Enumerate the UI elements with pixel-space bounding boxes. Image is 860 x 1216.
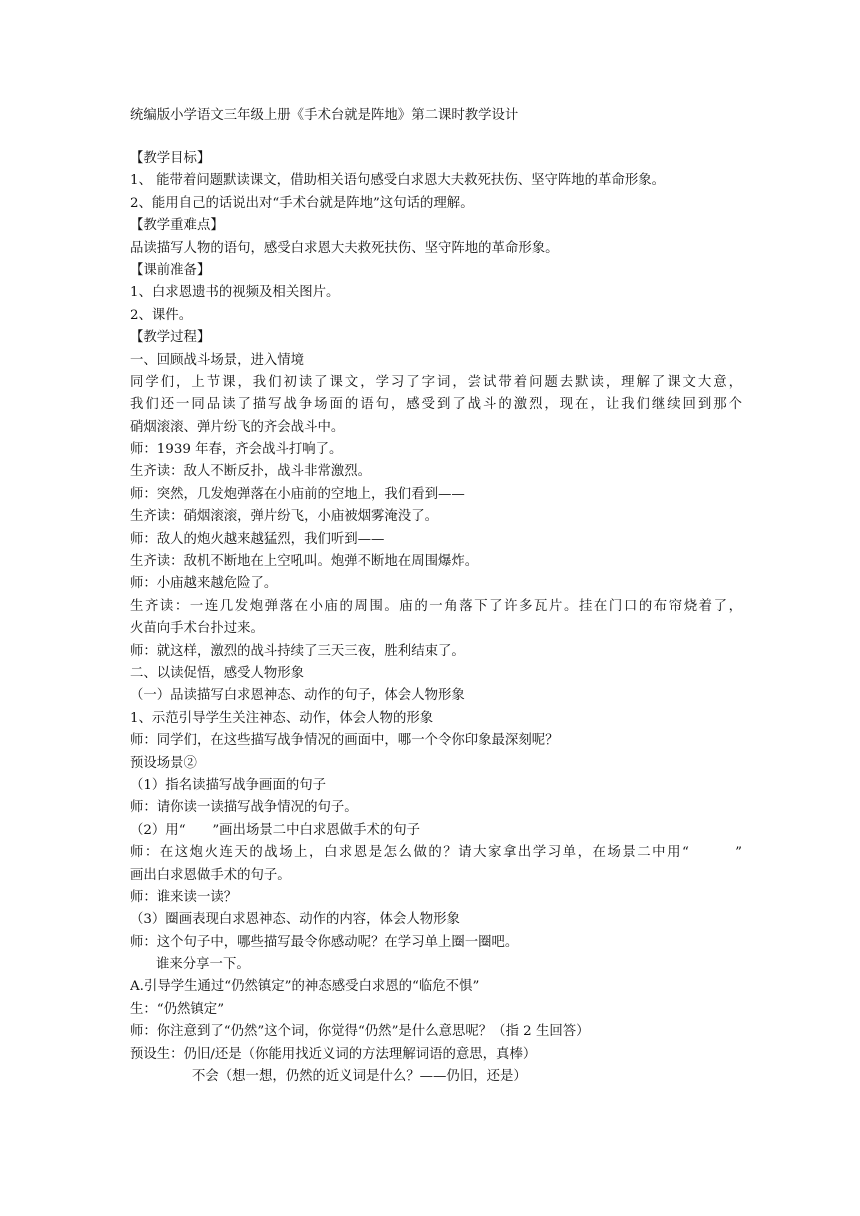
paragraph-line: （一）品读描写白求恩神态、动作的句子，体会人物形象: [130, 688, 465, 704]
paragraph-line: （2）用“ ”画出场景二中白求恩做手术的句子: [130, 822, 421, 838]
paragraph-line: A.引导学生通过“仍然镇定”的神态感受白求恩的“临危不惧”: [130, 979, 480, 995]
dialogue-line: 生：“仍然镇定”: [130, 1001, 225, 1017]
paragraph-line: 我们还一同品读了描写战争场面的语句，感受到了战斗的激烈，现在，让我们继续回到那个: [130, 397, 742, 413]
dialogue-line: 师：小庙越来越危险了。: [130, 576, 278, 592]
document-title: 统编版小学语文三年级上册《手术台就是阵地》第二课时教学设计: [130, 108, 519, 123]
dialogue-line: 师：就这样，激烈的战斗持续了三天三夜，胜利结束了。: [130, 643, 465, 659]
dialogue-line: 师：谁来读一读？: [130, 889, 238, 905]
paragraph-line: （1）指名读描写战争画面的句子: [130, 777, 326, 793]
dialogue-line: 生齐读：敌机不断地在上空吼叫。炮弹不断地在周围爆炸。: [130, 554, 479, 570]
dialogue-line: 火苗向手术台扑过来。: [130, 621, 264, 637]
paragraph-line: （3）圈画表现白求恩神态、动作的内容，体会人物形象: [130, 912, 460, 928]
subsection-heading: 二、以读促悟，感受人物形象: [130, 665, 305, 681]
paragraph-line: 预设场景②: [130, 755, 197, 771]
paragraph-line: 1、示范引导学生关注神态、动作，体会人物的形象: [130, 710, 434, 726]
dialogue-line: 师：同学们，在这些描写战争情况的画面中，哪一个令你印象最深刻呢？: [130, 733, 559, 749]
paragraph-line: 谁来分享一下。: [156, 957, 250, 973]
dialogue-line: 师：你注意到了“仍然”这个词，你觉得“仍然”是什么意思呢？（指 2 生回答）: [130, 1024, 590, 1040]
dialogue-line: 预设生：仍旧/还是（你能用找近义词的方法理解词语的意思，真棒）: [130, 1046, 537, 1062]
paragraph-line: 1、白求恩遗书的视频及相关图片。: [130, 285, 340, 301]
dialogue-line: 师：敌人的炮火越来越猛烈，我们听到——: [130, 531, 385, 547]
paragraph-line: 硝烟滚滚、弹片纷飞的齐会战斗中。: [130, 419, 345, 435]
dialogue-line: 师：这个句子中，哪些描写最令你感动呢？在学习单上圈一圈吧。: [130, 934, 519, 950]
dialogue-line: 师：突然，几发炮弹落在小庙前的空地上，我们看到——: [130, 486, 465, 502]
paragraph-line: 品读描写人物的语句，感受白求恩大夫救死扶伤、坚守阵地的革命形象。: [130, 240, 559, 256]
dialogue-line: 画出白求恩做手术的句子。: [130, 867, 291, 883]
dialogue-line: 师：1939 年春，齐会战斗打响了。: [130, 442, 343, 458]
document-body: [130, 148, 742, 1088]
paragraph-line: 2、课件。: [130, 307, 193, 323]
dialogue-line: 师：在这炮火连天的战场上，白求恩是怎么做的？请大家拿出学习单，在场景二中用“ ”: [130, 845, 742, 861]
subsection-heading: 一、回顾战斗场景，进入情境: [130, 352, 305, 368]
paragraph-line: 1、 能带着问题默读课文，借助相关语句感受白求恩大夫救死扶伤、坚守阵地的革命形象。: [130, 173, 666, 189]
dialogue-line: 生齐读：一连几发炮弹落在小庙的周围。庙的一角落下了许多瓦片。挂在门口的布帘烧着了，: [130, 598, 742, 614]
dialogue-line: 生齐读：敌人不断反扑，战斗非常激烈。: [130, 464, 372, 480]
section-heading: 【教学过程】: [130, 330, 211, 346]
dialogue-line: 师：请你读一读描写战争情况的句子。: [130, 800, 358, 816]
dialogue-line: 生齐读：硝烟滚滚，弹片纷飞，小庙被烟雾淹没了。: [130, 509, 438, 525]
section-heading: 【教学重难点】: [130, 218, 224, 234]
section-heading: 【课前准备】: [130, 262, 211, 278]
paragraph-line: 同学们，上节课，我们初读了课文，学习了字词，尝试带着问题去默读，理解了课文大意，: [130, 374, 742, 390]
paragraph-line: 2、能用自己的话说出对“手术台就是阵地”这句话的理解。: [130, 195, 474, 211]
dialogue-line: 不会（想一想，仍然的近义词是什么？——仍旧，还是）: [192, 1069, 527, 1085]
section-heading: 【教学目标】: [130, 151, 211, 166]
